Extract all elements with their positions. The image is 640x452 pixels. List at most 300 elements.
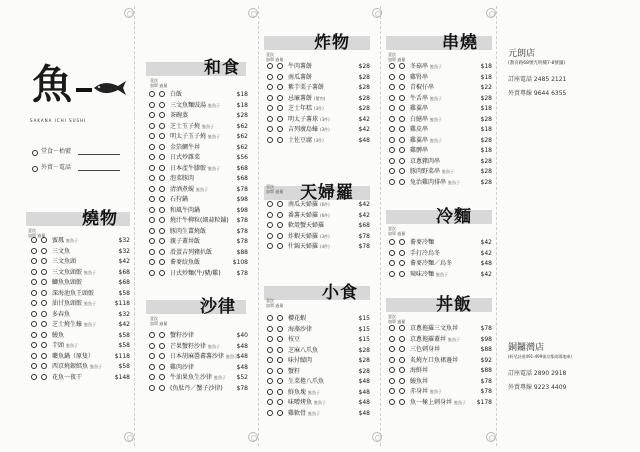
item-name: 雞腎串 bbox=[410, 73, 429, 81]
extra-order-checkbox[interactable] bbox=[277, 137, 283, 143]
menu-item-row bbox=[266, 232, 370, 241]
extra-order-checkbox[interactable] bbox=[399, 260, 405, 266]
item-name: 雞髀串 bbox=[410, 147, 429, 154]
extra-order-checkbox[interactable] bbox=[399, 126, 405, 132]
add-order-checkbox[interactable] bbox=[389, 239, 395, 245]
item-price: $148 bbox=[114, 373, 130, 381]
item-name: 炙燒左口魚裙邊丼 bbox=[410, 356, 459, 364]
item-name: 親子蓋丼飯 bbox=[170, 238, 201, 245]
takeaway-option[interactable] bbox=[32, 162, 71, 171]
menu-item-row bbox=[266, 314, 370, 323]
menu-item-row bbox=[148, 206, 248, 215]
takeaway-checkbox[interactable] bbox=[32, 166, 38, 172]
item-name: 油甘魚頭骹 鮭魚子 bbox=[52, 300, 97, 307]
extra-order-checkbox[interactable] bbox=[41, 290, 47, 296]
extra-order-checkbox[interactable] bbox=[399, 250, 405, 256]
logo-dash bbox=[76, 88, 92, 92]
branch-takeaway-phone-yuen-long[interactable]: 外賣專線 9644 6355 bbox=[508, 90, 567, 97]
extra-order-checkbox[interactable] bbox=[159, 374, 165, 380]
item-price: $78 bbox=[236, 185, 248, 193]
extra-order-checkbox[interactable] bbox=[399, 147, 405, 153]
item-name: 芝士燒生蠔 鮭魚子 bbox=[52, 321, 97, 328]
add-order-checkbox[interactable] bbox=[149, 133, 155, 139]
add-order-checkbox[interactable] bbox=[149, 112, 155, 118]
extra-order-checkbox[interactable] bbox=[159, 228, 165, 234]
add-order-checkbox[interactable] bbox=[149, 343, 155, 349]
add-order-checkbox[interactable] bbox=[267, 368, 273, 374]
extra-order-checkbox[interactable] bbox=[41, 258, 47, 264]
extra-order-checkbox[interactable] bbox=[399, 367, 405, 373]
add-order-checkbox[interactable] bbox=[31, 342, 37, 348]
item-price: $28 bbox=[358, 94, 370, 102]
item-tag: 鮭魚子 bbox=[226, 354, 239, 359]
section-title-cold-noodle: 冷麵 bbox=[436, 207, 472, 227]
add-order-checkbox[interactable] bbox=[267, 212, 273, 218]
add-order-checkbox[interactable] bbox=[149, 207, 155, 213]
add-order-checkbox[interactable] bbox=[389, 399, 395, 405]
add-order-checkbox[interactable] bbox=[267, 74, 273, 80]
extra-order-checkbox[interactable] bbox=[159, 175, 165, 181]
item-price: $62 bbox=[236, 143, 248, 151]
extra-order-checkbox[interactable] bbox=[277, 95, 283, 101]
add-order-checkbox[interactable] bbox=[149, 91, 155, 97]
add-order-checkbox[interactable] bbox=[149, 144, 155, 150]
extra-order-checkbox[interactable] bbox=[41, 353, 47, 359]
extra-order-checkbox[interactable] bbox=[277, 233, 283, 239]
item-name: 三文魚 bbox=[52, 247, 71, 255]
extra-order-checkbox[interactable] bbox=[399, 325, 405, 331]
add-order-checkbox[interactable] bbox=[149, 123, 155, 129]
add-order-checkbox[interactable] bbox=[389, 116, 395, 122]
menu-item-row bbox=[148, 90, 248, 99]
extra-order-checkbox[interactable] bbox=[399, 74, 405, 80]
item-price: $28 bbox=[480, 157, 492, 165]
item-name: 手打冷烏冬 bbox=[410, 249, 441, 257]
item-tag: 鮭魚子 bbox=[430, 137, 443, 143]
menu-item-row bbox=[266, 125, 370, 134]
add-order-checkbox[interactable] bbox=[267, 105, 273, 111]
item-name: 土佐豆腐 (3件) bbox=[288, 136, 324, 144]
item-price: $18 bbox=[236, 91, 248, 98]
add-order-checkbox[interactable] bbox=[389, 95, 395, 101]
item-price: $15 bbox=[358, 315, 370, 322]
add-order-checkbox[interactable] bbox=[389, 63, 395, 69]
item-price: $98 bbox=[236, 206, 248, 214]
add-order-checkbox[interactable] bbox=[389, 105, 395, 111]
item-tag: (3件) bbox=[320, 127, 330, 132]
extra-order-checkbox[interactable] bbox=[41, 321, 47, 327]
add-order-checkbox[interactable] bbox=[149, 217, 155, 223]
item-price: $28 bbox=[358, 84, 370, 91]
add-order-checkbox[interactable] bbox=[149, 175, 155, 181]
menu-item-row bbox=[388, 73, 492, 82]
add-order-checkbox[interactable] bbox=[149, 374, 155, 380]
branch-address-yuen-long: (教育路68號光明樓7-8號舖) bbox=[508, 61, 566, 66]
extra-order-checkbox[interactable] bbox=[41, 332, 47, 338]
add-order-checkbox[interactable] bbox=[267, 201, 273, 207]
column-header: 壹次 加單 過量 bbox=[150, 78, 168, 88]
extra-order-checkbox[interactable] bbox=[399, 137, 405, 143]
add-order-checkbox[interactable] bbox=[267, 357, 273, 363]
menu-item-row bbox=[266, 356, 370, 365]
ornament-icon bbox=[372, 8, 382, 18]
add-order-checkbox[interactable] bbox=[149, 353, 155, 359]
add-order-checkbox[interactable] bbox=[31, 237, 37, 243]
add-order-checkbox[interactable] bbox=[267, 326, 273, 332]
menu-item-row bbox=[388, 356, 492, 365]
add-order-checkbox[interactable] bbox=[267, 336, 273, 342]
extra-order-checkbox[interactable] bbox=[277, 347, 283, 353]
extra-order-checkbox[interactable] bbox=[41, 269, 47, 275]
add-order-checkbox[interactable] bbox=[389, 158, 395, 164]
add-order-checkbox[interactable] bbox=[31, 374, 37, 380]
add-order-checkbox[interactable] bbox=[389, 336, 395, 342]
add-order-checkbox[interactable] bbox=[389, 147, 395, 153]
item-price: $58 bbox=[118, 342, 130, 349]
branch-name-causeway-bay: 銅鑼灣店 bbox=[508, 343, 545, 353]
add-order-checkbox[interactable] bbox=[389, 346, 395, 352]
add-order-checkbox[interactable] bbox=[149, 238, 155, 244]
add-order-checkbox[interactable] bbox=[389, 367, 395, 373]
menu-item-row bbox=[266, 200, 370, 209]
item-name: 蜜鳳 鮭魚子 bbox=[52, 237, 79, 244]
add-order-checkbox[interactable] bbox=[149, 249, 155, 255]
item-price: $48 bbox=[358, 399, 370, 406]
item-price: $28 bbox=[480, 94, 492, 102]
item-price: $42 bbox=[480, 249, 492, 257]
extra-order-checkbox[interactable] bbox=[41, 363, 47, 369]
extra-order-checkbox[interactable] bbox=[159, 353, 165, 359]
add-order-checkbox[interactable] bbox=[267, 84, 273, 90]
item-price: $28 bbox=[480, 178, 492, 186]
extra-order-checkbox[interactable] bbox=[277, 212, 283, 218]
menu-item-row bbox=[30, 257, 130, 266]
extra-order-checkbox[interactable] bbox=[41, 374, 47, 380]
item-tag: (4件) bbox=[320, 244, 330, 249]
extra-order-checkbox[interactable] bbox=[399, 168, 405, 174]
extra-order-checkbox[interactable] bbox=[399, 271, 405, 277]
add-order-checkbox[interactable] bbox=[389, 84, 395, 90]
menu-item-row bbox=[30, 268, 130, 277]
extra-order-checkbox[interactable] bbox=[277, 84, 283, 90]
menu-item-row bbox=[388, 136, 492, 145]
item-tag: 鮭魚子 bbox=[208, 134, 221, 139]
extra-order-checkbox[interactable] bbox=[159, 196, 165, 202]
extra-order-checkbox[interactable] bbox=[277, 63, 283, 69]
extra-order-checkbox[interactable] bbox=[159, 217, 165, 223]
extra-order-checkbox[interactable] bbox=[399, 378, 405, 384]
extra-order-checkbox[interactable] bbox=[399, 239, 405, 245]
column-header: 壹次 加單 過量 bbox=[28, 228, 46, 238]
extra-order-checkbox[interactable] bbox=[159, 238, 165, 244]
add-order-checkbox[interactable] bbox=[389, 378, 395, 384]
extra-order-checkbox[interactable] bbox=[41, 248, 47, 254]
extra-order-checkbox[interactable] bbox=[277, 116, 283, 122]
add-order-checkbox[interactable] bbox=[389, 250, 395, 256]
extra-order-checkbox[interactable] bbox=[399, 388, 405, 394]
extra-order-checkbox[interactable] bbox=[399, 346, 405, 352]
item-tag: 鮭魚子 bbox=[208, 343, 221, 349]
item-price: $78 bbox=[480, 377, 492, 385]
extra-order-checkbox[interactable] bbox=[159, 343, 165, 349]
extra-order-checkbox[interactable] bbox=[277, 243, 283, 249]
item-price: $78 bbox=[480, 325, 492, 332]
item-name: 生菜捲八爪魚 bbox=[288, 378, 325, 385]
fish-icon bbox=[92, 78, 128, 98]
extra-order-checkbox[interactable] bbox=[399, 63, 405, 69]
extra-order-checkbox[interactable] bbox=[41, 237, 47, 243]
item-name: 三色刺身丼 bbox=[410, 346, 441, 353]
extra-order-checkbox[interactable] bbox=[159, 102, 165, 108]
extra-order-checkbox[interactable] bbox=[277, 389, 283, 395]
extra-order-checkbox[interactable] bbox=[399, 95, 405, 101]
add-order-checkbox[interactable] bbox=[149, 270, 155, 276]
add-order-checkbox[interactable] bbox=[31, 311, 37, 317]
add-order-checkbox[interactable] bbox=[267, 399, 273, 405]
menu-item-row bbox=[388, 157, 492, 166]
item-tag: (3件) bbox=[314, 106, 324, 111]
add-order-checkbox[interactable] bbox=[389, 179, 395, 185]
menu-item-row bbox=[388, 366, 492, 375]
panel-fold bbox=[496, 6, 497, 446]
item-name: 赤身丼 鮭魚子 bbox=[410, 388, 443, 395]
item-name: 多春魚 bbox=[52, 310, 71, 318]
branch-dine-phone-causeway-bay[interactable]: 訂座電話 2890 2918 bbox=[508, 370, 567, 377]
extra-order-checkbox[interactable] bbox=[159, 112, 165, 118]
add-order-checkbox[interactable] bbox=[389, 168, 395, 174]
add-order-checkbox[interactable] bbox=[149, 332, 155, 338]
add-order-checkbox[interactable] bbox=[389, 271, 395, 277]
menu-item-row bbox=[148, 122, 248, 131]
extra-order-checkbox[interactable] bbox=[277, 315, 283, 321]
item-tag: 鮭魚子 bbox=[448, 179, 461, 185]
menu-item-row bbox=[266, 409, 370, 418]
item-price: $78 bbox=[236, 384, 248, 392]
add-order-checkbox[interactable] bbox=[389, 74, 395, 80]
add-order-checkbox[interactable] bbox=[31, 269, 37, 275]
extra-order-checkbox[interactable] bbox=[159, 270, 165, 276]
section-title-tempura: 天婦羅 bbox=[300, 183, 354, 203]
item-name: 兔治雞肉排串 鮭魚子 bbox=[410, 178, 461, 186]
menu-item-row bbox=[266, 377, 370, 386]
item-price: $28 bbox=[358, 105, 370, 112]
add-order-checkbox[interactable] bbox=[31, 353, 37, 359]
item-tag: 鮭魚子 bbox=[84, 322, 97, 327]
extra-order-checkbox[interactable] bbox=[159, 123, 165, 129]
branch-address-causeway-bay: (軒尼詩道491-499號京都商場地庫) bbox=[508, 354, 572, 359]
add-order-checkbox[interactable] bbox=[267, 137, 273, 143]
item-name: 蕎麥冷麵／烏冬 bbox=[410, 260, 453, 267]
menu-item-row bbox=[30, 278, 130, 287]
item-price: $28 bbox=[358, 63, 370, 70]
extra-order-checkbox[interactable] bbox=[159, 165, 165, 171]
item-tag: 鮭魚子 bbox=[208, 165, 221, 171]
extra-order-checkbox[interactable] bbox=[277, 357, 283, 363]
extra-order-checkbox[interactable] bbox=[399, 336, 405, 342]
menu-item-row bbox=[148, 384, 248, 393]
item-name: 白飯 bbox=[170, 91, 183, 98]
extra-order-checkbox[interactable] bbox=[277, 201, 283, 207]
item-price: $98 bbox=[480, 335, 492, 343]
extra-order-checkbox[interactable] bbox=[399, 399, 405, 405]
item-name: 蕎麥絞魚飯 bbox=[170, 259, 201, 266]
item-price: $42 bbox=[480, 270, 492, 278]
extra-order-checkbox[interactable] bbox=[277, 74, 283, 80]
extra-order-checkbox[interactable] bbox=[277, 410, 283, 416]
item-price: $42 bbox=[480, 239, 492, 246]
item-price: $58 bbox=[118, 289, 130, 297]
item-name: 魚一極上刺身丼 鮭魚子 bbox=[410, 398, 467, 406]
menu-item-row bbox=[266, 388, 370, 397]
extra-order-checkbox[interactable] bbox=[159, 364, 165, 370]
add-order-checkbox[interactable] bbox=[389, 388, 395, 394]
add-order-checkbox[interactable] bbox=[267, 63, 273, 69]
extra-order-checkbox[interactable] bbox=[159, 91, 165, 97]
add-order-checkbox[interactable] bbox=[149, 165, 155, 171]
item-tag: 鮭魚子 bbox=[430, 116, 443, 122]
item-price: $48 bbox=[358, 388, 370, 396]
extra-order-checkbox[interactable] bbox=[277, 126, 283, 132]
add-order-checkbox[interactable] bbox=[149, 154, 155, 160]
dine-in-label: 堂食－枱號 bbox=[41, 148, 72, 155]
item-name: 番薯天婦羅 (6件) bbox=[288, 211, 330, 219]
menu-item-row bbox=[388, 387, 492, 396]
extra-order-checkbox[interactable] bbox=[277, 336, 283, 342]
add-order-checkbox[interactable] bbox=[389, 325, 395, 331]
branch-dine-phone-yuen-long[interactable]: 訂座電話 2485 2121 bbox=[508, 76, 567, 83]
extra-order-checkbox[interactable] bbox=[399, 84, 405, 90]
menu-item-row bbox=[266, 136, 370, 145]
extra-order-checkbox[interactable] bbox=[277, 368, 283, 374]
extra-order-checkbox[interactable] bbox=[399, 105, 405, 111]
menu-item-row bbox=[388, 398, 492, 407]
item-price: $52 bbox=[236, 374, 248, 381]
item-price: $118 bbox=[114, 352, 130, 360]
add-order-checkbox[interactable] bbox=[149, 259, 155, 265]
dine-in-checkbox[interactable] bbox=[32, 150, 38, 156]
extra-order-checkbox[interactable] bbox=[399, 357, 405, 363]
extra-order-checkbox[interactable] bbox=[277, 378, 283, 384]
add-order-checkbox[interactable] bbox=[267, 347, 273, 353]
item-price: $78 bbox=[236, 227, 248, 235]
item-name: 芝士玉子燒 鮭魚子 bbox=[170, 122, 215, 130]
add-order-checkbox[interactable] bbox=[149, 102, 155, 108]
menu-item-row bbox=[148, 164, 248, 173]
item-name: 雞翼串 鮭魚子 bbox=[410, 136, 443, 144]
menu-item-row bbox=[266, 62, 370, 71]
extra-order-checkbox[interactable] bbox=[277, 222, 283, 228]
menu-item-row bbox=[266, 367, 370, 376]
add-order-checkbox[interactable] bbox=[149, 364, 155, 370]
add-order-checkbox[interactable] bbox=[149, 228, 155, 234]
item-tag: (6件) bbox=[320, 212, 330, 218]
item-price: $88 bbox=[480, 367, 492, 374]
add-order-checkbox[interactable] bbox=[267, 243, 273, 249]
add-order-checkbox[interactable] bbox=[267, 378, 273, 384]
add-order-checkbox[interactable] bbox=[149, 385, 155, 391]
extra-order-checkbox[interactable] bbox=[277, 326, 283, 332]
extra-order-checkbox[interactable] bbox=[399, 116, 405, 122]
item-name: 明太子玉子燒 鮭魚子 bbox=[170, 133, 221, 140]
add-order-checkbox[interactable] bbox=[389, 260, 395, 266]
add-order-checkbox[interactable] bbox=[267, 222, 273, 228]
extra-order-checkbox[interactable] bbox=[41, 311, 47, 317]
add-order-checkbox[interactable] bbox=[267, 410, 273, 416]
column-header: 壹次 加單 過量 bbox=[388, 52, 406, 62]
dine-in-option[interactable] bbox=[32, 146, 71, 155]
section-title-washoku: 和食 bbox=[204, 58, 240, 78]
column-header: 壹次 加單 過量 bbox=[150, 316, 168, 326]
extra-order-checkbox[interactable] bbox=[159, 249, 165, 255]
item-name: 雞皮串 bbox=[410, 126, 429, 133]
add-order-checkbox[interactable] bbox=[31, 332, 37, 338]
add-order-checkbox[interactable] bbox=[149, 196, 155, 202]
add-order-checkbox[interactable] bbox=[31, 290, 37, 296]
add-order-checkbox[interactable] bbox=[31, 321, 37, 327]
item-name: 忌廉薯餅 (蟹肉) bbox=[288, 94, 326, 102]
extra-order-checkbox[interactable] bbox=[159, 385, 165, 391]
extra-order-checkbox[interactable] bbox=[277, 399, 283, 405]
add-order-checkbox[interactable] bbox=[389, 126, 395, 132]
add-order-checkbox[interactable] bbox=[31, 300, 37, 306]
menu-item-row bbox=[266, 94, 370, 103]
extra-order-checkbox[interactable] bbox=[399, 158, 405, 164]
item-name: 牛油果魚生沙律 鮭魚子 bbox=[170, 374, 227, 381]
menu-item-row bbox=[30, 320, 130, 329]
item-price: $58 bbox=[118, 363, 130, 370]
item-name: 清酒煮蜆 鮭魚子 bbox=[170, 185, 209, 193]
item-name: 雞軟骨 鮭魚子 bbox=[288, 409, 321, 417]
extra-order-checkbox[interactable] bbox=[41, 300, 47, 306]
add-order-checkbox[interactable] bbox=[267, 126, 273, 132]
add-order-checkbox[interactable] bbox=[267, 95, 273, 101]
add-order-checkbox[interactable] bbox=[31, 363, 37, 369]
add-order-checkbox[interactable] bbox=[31, 248, 37, 254]
branch-takeaway-phone-causeway-bay[interactable]: 外賣專線 9223 4409 bbox=[508, 384, 567, 391]
item-price: $48 bbox=[236, 342, 248, 350]
extra-order-checkbox[interactable] bbox=[159, 154, 165, 160]
extra-order-checkbox[interactable] bbox=[159, 332, 165, 338]
add-order-checkbox[interactable] bbox=[267, 315, 273, 321]
extra-order-checkbox[interactable] bbox=[159, 259, 165, 265]
add-order-checkbox[interactable] bbox=[149, 186, 155, 192]
extra-order-checkbox[interactable] bbox=[41, 342, 47, 348]
menu-item-row bbox=[148, 101, 248, 110]
extra-order-checkbox[interactable] bbox=[159, 186, 165, 192]
add-order-checkbox[interactable] bbox=[31, 258, 37, 264]
item-price: $92 bbox=[480, 356, 492, 364]
menu-item-row bbox=[266, 221, 370, 230]
menu-item-row bbox=[388, 167, 492, 176]
menu-item-row bbox=[266, 335, 370, 344]
extra-order-checkbox[interactable] bbox=[399, 179, 405, 185]
add-order-checkbox[interactable] bbox=[389, 357, 395, 363]
add-order-checkbox[interactable] bbox=[267, 389, 273, 395]
add-order-checkbox[interactable] bbox=[31, 279, 37, 285]
add-order-checkbox[interactable] bbox=[389, 137, 395, 143]
item-tag: 鮭魚子 bbox=[202, 123, 215, 129]
menu-item-row bbox=[148, 227, 248, 236]
add-order-checkbox[interactable] bbox=[267, 233, 273, 239]
extra-order-checkbox[interactable] bbox=[159, 133, 165, 139]
extra-order-checkbox[interactable] bbox=[41, 279, 47, 285]
item-name: 芒果蟹籽沙律 鮭魚子 bbox=[170, 342, 221, 350]
extra-order-checkbox[interactable] bbox=[159, 207, 165, 213]
extra-order-checkbox[interactable] bbox=[277, 105, 283, 111]
extra-order-checkbox[interactable] bbox=[159, 144, 165, 150]
menu-item-row bbox=[148, 111, 248, 120]
add-order-checkbox[interactable] bbox=[267, 116, 273, 122]
